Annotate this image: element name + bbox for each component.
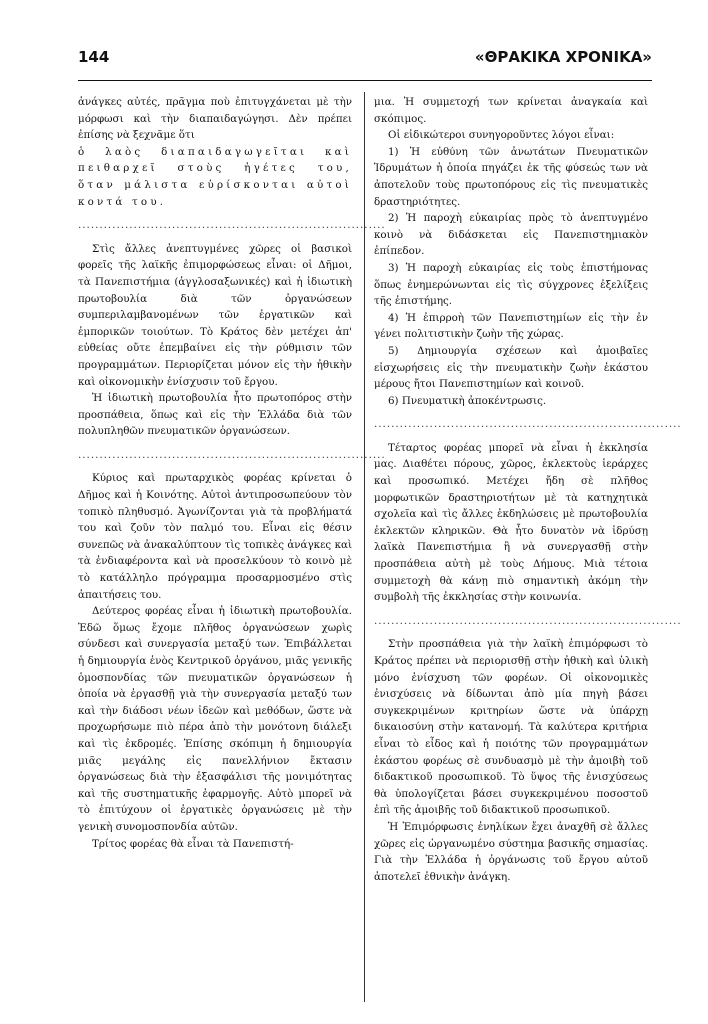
paragraph: ἀνάγκες αὐτές, πρᾶγμα ποὺ ἐπιτυγχάνεται μὲ τὴν μόρφωσι καὶ τὴν διαπαιδαγώγησι. Δὲν πρέπει ἐπίσης νὰ ξεχνᾶμε ὅτι — [78, 96, 352, 142]
section-separator: ........................................................................ — [374, 418, 682, 431]
paragraph: Οἱ εἰδικώτεροι συνηγοροῦντες λόγοι εἶναι: — [388, 129, 615, 142]
right-column — [374, 94, 682, 885]
spaced-emphasis-text: ὁ λαὸς διαπαιδαγωγεῖται καὶ πειθαρχεῖ στοὺς ἡγέτες του, ὅταν μάλιστα εὑρίσκονται αὐτοὶ κοντά του. — [78, 145, 352, 208]
section-separator: ........................................................................ — [78, 219, 386, 232]
paragraph: Στὶς ἄλλες ἀνεπτυγμένες χῶρες οἱ βασικοὶ φορεῖς τῆς λαϊκῆς ἐπιμορφώσεως εἶναι: οἱ Δῆμοι, τὰ Πανεπιστήμια (ἀγγλοσαξωνικές) καὶ ἡ ἰδιωτικὴ πρωτοβουλία διὰ τῶν ὀργανώσεων συμπεριλαμβανομένων τῶν ἐργατικῶν καὶ ἐμπορικῶν τοιούτων. Τὸ Κράτος δὲν μετέχει ἀπ' εὐθείας οὔτε ἐπεμβαίνει εἰς τὴν ρύθμισιν τῶν προγραμμάτων. Περιορίζεται μόνον εἰς τὴν ἠθικὴν καὶ οἰκονομικὴν ἐνίσχυσιν τοῦ ἔργου. — [78, 242, 352, 388]
header-rule — [78, 80, 652, 81]
list-item: 6) Πνευματικὴ ἀποκέντρωσις. — [388, 394, 547, 407]
list-item: 3) Ἡ παροχὴ εὐκαιρίας εἰς τοὺς ἐπιστήμονας ὅπως ἐνημερώνωνται εἰς τὶς σύγχρονες ἐξελίξεις τῆς ἐπιστήμης. — [374, 261, 648, 308]
list-item: 5) Δημιουργία σχέσεων καὶ ἀμοιβαῖες εἰσχωρήσεις εἰς τὴν πνευματικὴν ζωὴν ἑκάστου μέρους ἤτοι Πανεπιστημίων καὶ κοινοῦ. — [374, 344, 648, 391]
paragraph: Κύριος καὶ πρωταρχικὸς φορέας κρίνεται ὁ Δῆμος καὶ ἡ Κοινότης. Αὐτοὶ ἀντιπροσωπεύουν τὸν τοπικὸ πληθυσμό. Ἀγωνίζονται γιὰ τὰ προβλήματά του καὶ ζοῦν τὸν παλμό του. Εἶναι εἰς θέσιν συνεπῶς νὰ ἀνακαλύπτουν τὶς τοπικὲς ἀνάγκες καὶ τὰ ἐνδιαφέροντα καὶ νὰ προσελκύουν τὸ κοινὸ μὲ τὸ κατάλληλο πρόγραμμα προσαρμοσμένο στὶς ἀπαιτήσεις του. — [78, 472, 352, 601]
section-separator: ........................................................................ — [374, 614, 682, 627]
list-item: 2) Ἡ παροχὴ εὐκαιρίας πρὸς τὸ ἀνεπτυγμένο κοινὸ νὰ διδάσκεται εἰς Πανεπιστημιακὸν ἐπίπεδον. — [374, 212, 648, 258]
page-number: 144 — [78, 48, 110, 66]
paragraph: Τρίτος φορέας θὰ εἶναι τὰ Πανεπιστή- — [92, 837, 294, 850]
paragraph: Στὴν προσπάθεια γιὰ τὴν λαϊκὴ ἐπιμόρφωσι τὸ Κράτος πρέπει νὰ περιορισθῇ στὴν ἠθικὴ καὶ ὑλικὴ μόνο ἐνίσχυση τῶν φορέων. Οἱ οἰκονομικὲς ἐνισχύσεις νὰ δίδωνται ἀπὸ μία πηγὴ βάσει συγκεκριμένων κριτηρίων ὥστε νὰ ὑπάρχῃ δικαιοσύνη στὴν κατανομή. Τὰ καλύτερα κριτήρια εἶναι τὸ εἶδος καὶ ἡ ποιότης τῶν προγραμμάτων ἑκάστου φορέως σὲ συνδυασμὸ μὲ τὴν ἀμοιβὴ τοῦ διδακτικοῦ προσωπικοῦ. Τὸ ὕψος τῆς ἐνισχύσεως θὰ ὑπολογίζεται βάσει συγκεκριμένου ποσοστοῦ ἐπὶ τῆς ἀμοιβῆς τοῦ διδακτικοῦ προσωπικοῦ. — [374, 638, 648, 817]
list-item: 1) Ἡ εὐθύνη τῶν ἀνωτάτων Πνευματικῶν Ἱδρυμάτων ἡ ὁποία πηγάζει ἐκ τῆς φύσεώς των νὰ ἀποτελοῦν τοὺς πρωτοπόρους εἰς τὶς πνευματικὲς δραστηριότητες. — [374, 145, 648, 208]
paragraph: Τέταρτος φορέας μπορεῖ νὰ εἶναι ἡ ἐκκλησία μας. Διαθέτει πόρους, χῶρος, ἐκλεκτοὺς ἱεράρχες καὶ προσωπικό. Μετέχει ἤδη σὲ πλῆθος μορφωτικῶν δραστηριοτήτων μὲ τὰ κατηχητικὰ σχολεῖα καὶ τὶς ἄλλες ἐκδηλώσεις μὲ πρωτοβουλία ἐκλεκτῶν κληρικῶν. Θὰ ἦτο δυνατὸν νὰ ἱδρύσῃ λαϊκὰ Πανεπιστήμια ἢ νὰ συνεργασθῇ στὴν προσπάθεια αὐτὴ μὲ τοὺς Δήμους. Μιὰ τέτοια συμμετοχὴ θὰ κάνῃ πιὸ σημαντικὴ ἀκόμη τὴν συμβολὴ τῆς ἐκκλησίας στὴν κοινωνία. — [374, 441, 648, 604]
left-column — [78, 94, 386, 852]
paragraph: Ἡ ἰδιωτικὴ πρωτοβουλία ἦτο πρωτοπόρος στὴν προσπάθεια, ὅπως καὶ εἰς τὴν Ἑλλάδα διὰ τῶν πολυπληθῶν πνευματικῶν ὀργανώσεων. — [78, 392, 352, 438]
list-item: 4) Ἡ ἐπιρροὴ τῶν Πανεπιστημίων εἰς τὴν ἐν γένει πολιτιστικὴν ζωὴν τῆς χώρας. — [374, 311, 648, 341]
journal-title: «ΘΡΑΚΙΚΑ ΧΡΟΝΙΚΑ» — [474, 48, 652, 66]
page-header — [78, 48, 652, 74]
section-separator: ........................................................................ — [78, 448, 386, 461]
paragraph: μια. Ἡ συμμετοχή των κρίνεται ἀναγκαία καὶ σκόπιμος. — [374, 96, 648, 125]
paragraph: Δεύτερος φορέας εἶναι ἡ ἰδιωτικὴ πρωτοβουλία. Ἐδῶ ὅμως ἔχομε πλῆθος ὀργανώσεων χωρὶς σύνδεσι καὶ συνεργασία μεταξύ των. Ἐπιβάλλεται ἡ δημιουργία ἑνὸς Κεντρικοῦ ὀργάνου, μιᾶς γενικῆς ὁμοσπονδίας τῶν πνευματικῶν ὀργανώσεων ἡ ὁποία νὰ ἐργασθῇ γιὰ τὴν συνεργασία μεταξύ των καὶ τὴν διάδοσι νέων ἰδεῶν καὶ μεθόδων, ὥστε νὰ προχωρήσωμε πιὸ πέρα ἀπὸ τὴν μονότονη διάλεξι καὶ τὶς ἐκδρομές. Ἐπίσης σκόπιμη ἡ δημιουργία μιᾶς μεγάλης εἰς πανελλήνιον ἔκτασιν ὀργανώσεως διὰ τὴν ἐξασφάλισι τῆς μονιμότητας καὶ τῆς συστηματικῆς ἐφαρμογῆς. Αὐτὸ μπορεῖ νὰ τὸ ἐπιτύχουν οἱ ἐργατικὲς ὀργανώσεις μὲ τὴν γενικὴ συνομοσπονδία αὐτῶν. — [78, 605, 352, 833]
paragraph: Ἡ Ἐπιμόρφωσις ἐνηλίκων ἔχει ἀναχθῆ σὲ ἄλλες χῶρες εἰς ὡργανωμένο σύστημα βασικῆς σημασίας. Γιὰ τὴν Ἑλλάδα ἡ ὀργάνωσις τοῦ ἔργου αὐτοῦ ἀποτελεῖ ἐθνικὴν ἀνάγκη. — [374, 820, 648, 883]
